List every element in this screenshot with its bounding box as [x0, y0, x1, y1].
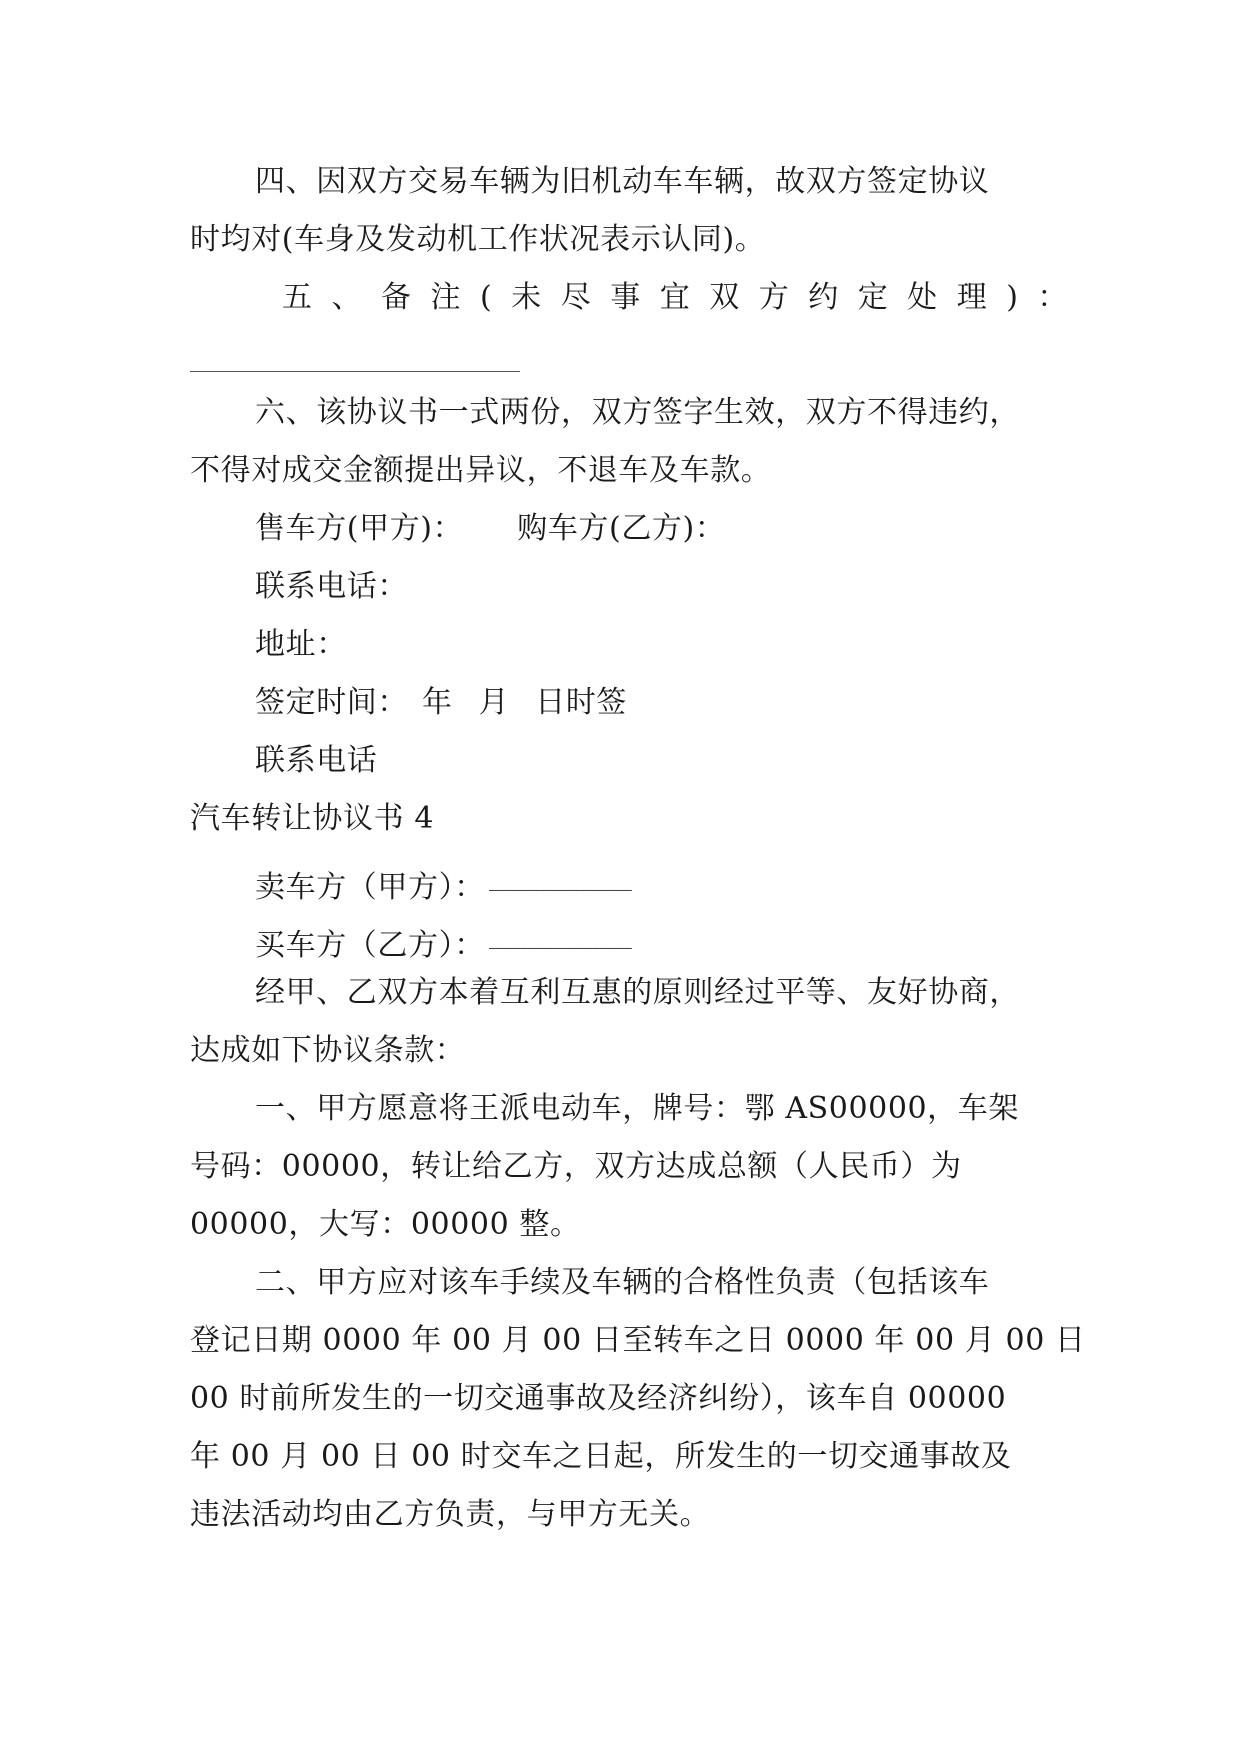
- sign-time-row: [255, 683, 627, 723]
- seller2-row: [255, 857, 669, 905]
- buyer2-blank: ___________: [488, 920, 632, 950]
- intro-line-2: 达成如下协议条款：: [190, 1033, 466, 1068]
- sign-time-month: 月: [478, 685, 510, 720]
- clause-1-line-2: 号码：00000，转让给乙方，双方达成总额（人民币）为: [190, 1149, 962, 1184]
- phone-label-2: 联系电话: [255, 743, 378, 778]
- buyer2-row: [255, 915, 669, 963]
- seller2-blank: ___________: [488, 862, 632, 892]
- phone-label: 联系电话：: [255, 569, 408, 604]
- clause-6-line-1: 六、该协议书一式两份，双方签字生效，双方不得违约，: [255, 395, 1020, 430]
- seller2-label: 卖车方（甲方）：: [255, 870, 485, 905]
- clause-2-line-1: 二、甲方应对该车手续及车辆的合格性负责（包括该车: [255, 1265, 990, 1300]
- intro-line-1: 经甲、乙双方本着互利互惠的原则经过平等、友好协商，: [255, 975, 1020, 1010]
- remarks-blank-line: [190, 371, 520, 372]
- clause-1-line-1: 一、甲方愿意将王派电动车，牌号：鄂 AS00000，车架: [255, 1091, 1019, 1126]
- party-labels-row: [255, 509, 725, 549]
- clause-5-remarks: 五、备注(未尽事宜双方约定处理)：: [282, 280, 1087, 315]
- clause-2-line-2: 登记日期 0000 年 00 月 00 日至转车之日 0000 年 00 月 00 日: [190, 1323, 1086, 1358]
- seller-label: 售车方(甲方)：: [255, 511, 464, 546]
- sign-time-year: 年: [422, 685, 453, 720]
- buyer2-label: 买车方（乙方）：: [255, 928, 485, 963]
- clause-2-line-4: 年 00 月 00 日 00 时交车之日起，所发生的一切交通事故及: [190, 1439, 1012, 1474]
- clause-2-line-3: 00 时前所发生的一切交通事故及经济纠纷），该车自 00000: [190, 1381, 1007, 1416]
- clause-1-line-3: 00000，大写：00000 整。: [190, 1207, 581, 1242]
- clause-2-line-5: 违法活动均由乙方负责，与甲方无关。: [190, 1497, 711, 1532]
- buyer-label: 购车方(乙方)：: [517, 511, 726, 546]
- address-label: 地址：: [255, 627, 347, 662]
- doc-title: 汽车转让协议书 4: [190, 801, 435, 836]
- sign-time-day: 日时签: [535, 685, 628, 720]
- sign-time-label: 签定时间：: [255, 685, 408, 720]
- clause-4-line-2: 时均对(车身及发动机工作状况表示认同)。: [190, 222, 766, 257]
- clause-6-line-2: 不得对成交金额提出异议，不退车及车款。: [190, 453, 772, 488]
- clause-4-line-1: 四、因双方交易车辆为旧机动车车辆，故双方签定协议: [255, 164, 990, 199]
